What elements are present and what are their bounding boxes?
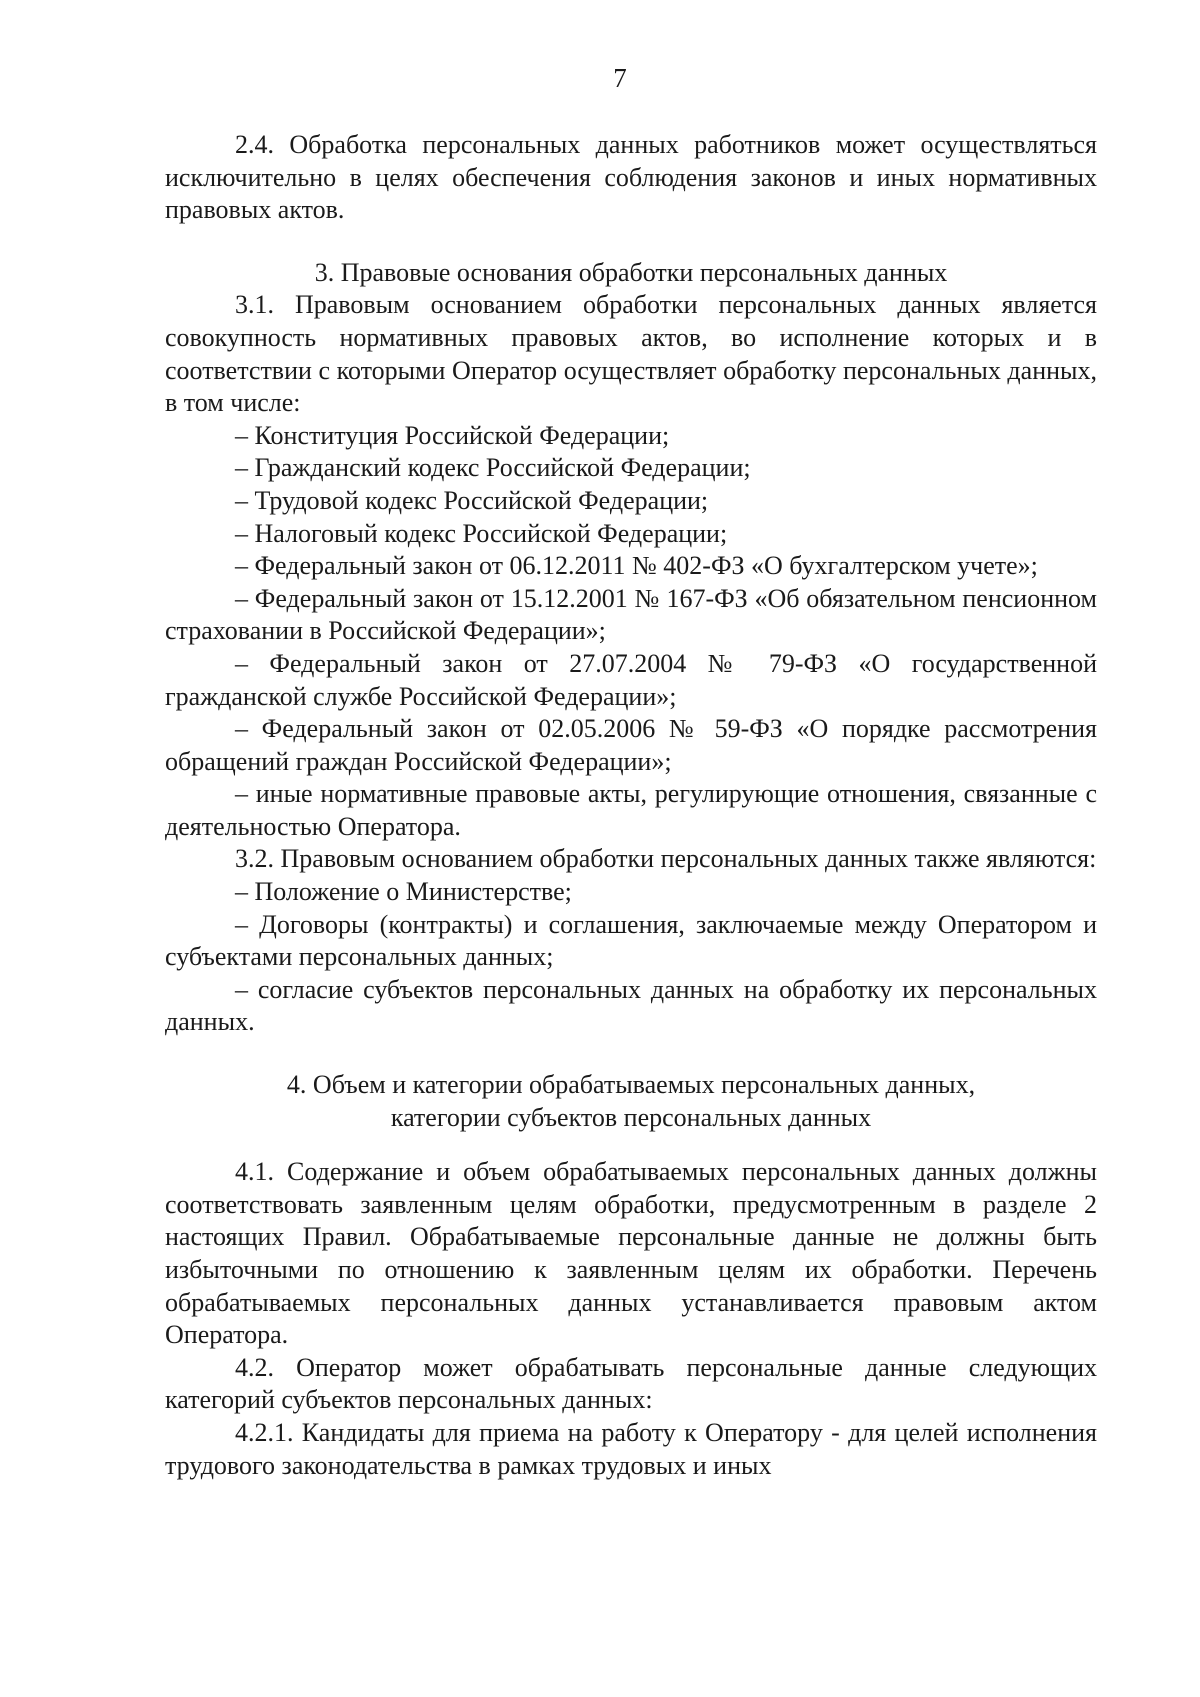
list-item: – Договоры (контракты) и соглашения, заключаемые между Оператором и субъектами персональных данных;	[165, 909, 1097, 972]
list-item: – согласие субъектов персональных данных на обработку их персональных данных.	[165, 974, 1097, 1037]
list-item: – Конституция Российской Федерации;	[235, 420, 670, 450]
list-item: – Гражданский кодекс Российской Федерации;	[235, 453, 751, 483]
list-item: – Федеральный закон от 06.12.2011 № 402-ФЗ «О бухгалтерском учете»;	[235, 551, 1038, 581]
list-item: – Федеральный закон от 27.07.2004 № 79-ФЗ «О государственной гражданской службе Российской Федерации»;	[165, 648, 1097, 711]
list-item: – Федеральный закон от 02.05.2006 № 59-ФЗ «О порядке рассмотрения обращений граждан Российской Федерации»;	[165, 714, 1097, 776]
section-4-heading-line-1: 4. Объем и категории обрабатываемых персональных данных,	[286, 1070, 976, 1100]
spacer	[165, 227, 1097, 257]
paragraph-4-2: 4.2. Оператор может обрабатывать персональные данные следующих категорий субъектов персональных данных:	[165, 1352, 1097, 1415]
list-item: – Налоговый кодекс Российской Федерации;	[235, 518, 728, 548]
list-3-1	[165, 420, 1097, 844]
paragraph-2-4: 2.4. Обработка персональных данных работников может осуществляться исключительно в целях обеспечения соблюдения законов и иных нормативных правовых актов.	[165, 130, 1097, 225]
paragraph-3-2: 3.2. Правовым основанием обработки персональных данных также являются:	[235, 844, 1097, 874]
spacer	[165, 1134, 1097, 1156]
list-item: – Федеральный закон от 15.12.2001 № 167-ФЗ «Об обязательном пенсионном страховании в Российской Федерации»;	[165, 583, 1097, 646]
paragraph-4-2-1: 4.2.1. Кандидаты для приема на работу к Оператору - для целей исполнения трудового законодательства в рамках трудовых и иных	[165, 1417, 1097, 1480]
page-number: 7	[613, 63, 627, 93]
spacer	[165, 1039, 1097, 1069]
section-3-heading: 3. Правовые основания обработки персональных данных	[314, 257, 948, 287]
list-3-2	[165, 876, 1097, 1039]
list-item: – Положение о Министерстве;	[235, 877, 572, 907]
paragraph-3-1: 3.1. Правовым основанием обработки персональных данных является совокупность нормативных правовых актов, во исполнение которых и в соответствии с которыми Оператор осуществляет обработку персональных данных, в том числе:	[165, 290, 1097, 418]
list-item: – иные нормативные правовые акты, регулирующие отношения, связанные с деятельностью Оператора.	[165, 779, 1097, 841]
section-4-heading-line-2: категории субъектов персональных данных	[390, 1102, 872, 1132]
document-body	[165, 129, 1097, 1482]
paragraph-4-1: 4.1. Содержание и объем обрабатываемых персональных данных должны соответствовать заявленным целям обработки, предусмотренным в разделе 2 настоящих Правил. Обрабатываемые персональные данные не должны быть избыточными по отношению к заявленным целям их обработки. Перечень обрабатываемых персональных данных устанавливается правовым актом Оператора.	[165, 1157, 1097, 1350]
list-item: – Трудовой кодекс Российской Федерации;	[235, 485, 709, 515]
